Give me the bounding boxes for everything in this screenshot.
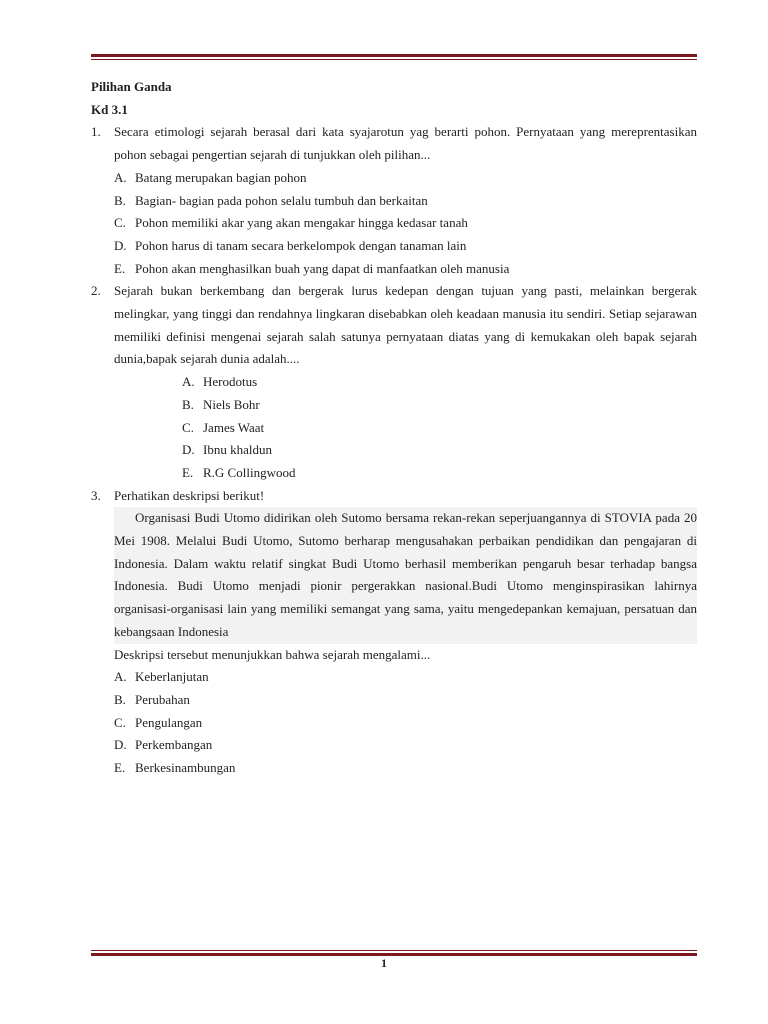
option-letter: A. [182, 374, 195, 390]
option-letter: C. [182, 419, 194, 435]
option-b [114, 689, 697, 712]
option-letter: E. [114, 760, 126, 776]
section-title: Pilihan Ganda [91, 79, 172, 94]
option-text: Niels Bohr [203, 396, 260, 412]
option-text: Pohon akan menghasilkan buah yang dapat di manfaatkan oleh manusia [135, 260, 510, 276]
option-d [182, 439, 697, 462]
page-number: 1 [381, 956, 387, 970]
option-c [182, 417, 697, 440]
option-text: Batang merupakan bagian pohon [135, 169, 307, 185]
question-2 [91, 280, 697, 484]
option-c [114, 712, 697, 735]
option-text: Pohon memiliki akar yang akan mengakar hingga kedasar tanah [135, 215, 468, 231]
option-a [114, 666, 697, 689]
option-b [114, 190, 697, 213]
option-a [182, 371, 697, 394]
option-c [114, 212, 697, 235]
option-letter: B. [182, 396, 194, 412]
option-text: Keberlanjutan [135, 669, 209, 685]
question-text: Secara etimologi sejarah berasal dari kata syajarotun yag berarti pohon. Pernyataan yang mereprentasikan pohon sebagai pengertian sejarah di tunjukkan oleh pilihan... [114, 124, 697, 163]
option-text: Bagian- bagian pada pohon selalu tumbuh dan berkaitan [135, 192, 428, 208]
option-d [114, 235, 697, 258]
description-passage: Organisasi Budi Utomo didirikan oleh Sutomo bersama rekan-rekan seperjuangannya di STOVIA pada 20 Mei 1908. Melalui Budi Utomo, Sutomo berharap mengusahakan perbaikan pendidikan dan pengajaran di Indonesia. Dalam waktu relatif singkat Budi Utomo berhasil memberikan pengaruh besar terhadap bangsa Indonesia. Budi Utomo menjadi pionir pergerakkan nasional.Budi Utomo menginspirasikan lahirnya organisasi-organisasi lain yang memiliki semangat yang sama, yaitu mengedepankan kemajuan, persatuan dan kebangsaan Indonesia [114, 507, 697, 643]
option-e [114, 258, 697, 281]
header-rule [91, 54, 697, 60]
option-text: Pohon harus di tanam secara berkelompok dengan tanaman lain [135, 237, 467, 253]
option-letter: C. [114, 714, 126, 730]
question-text: Sejarah bukan berkembang dan bergerak lurus kedepan dengan tujuan yang pasti, melainkan bergerak melingkar, yang tinggi dan rendahnya lingkaran disebabkan oleh keadaan manusia itu sendiri. Setiap sejarawan memiliki definisi mengenai sejarah salah satunya pernyataan diatas yang di kemukakan oleh bapak sejarah dunia,bapak sejarah dunia adalah.... [114, 283, 697, 367]
option-letter: C. [114, 215, 126, 231]
question-text: Perhatikan deskripsi berikut! [114, 487, 265, 503]
option-letter: D. [114, 737, 127, 753]
option-letter: D. [182, 442, 195, 458]
option-letter: B. [114, 691, 126, 707]
option-text: Perkembangan [135, 737, 213, 753]
option-a [114, 167, 697, 190]
option-letter: E. [114, 260, 126, 276]
option-letter: A. [114, 669, 127, 685]
option-letter: B. [114, 192, 126, 208]
option-d [114, 734, 697, 757]
option-text: Herodotus [203, 374, 258, 390]
question-number: 1. [91, 124, 101, 140]
question-3 [91, 485, 697, 780]
option-text: Pengulangan [135, 714, 203, 730]
option-list [114, 167, 697, 281]
question-1 [91, 121, 697, 280]
option-letter: A. [114, 169, 127, 185]
option-letter: E. [182, 464, 194, 480]
question-prompt: Deskripsi tersebut menunjukkan bahwa sejarah mengalami... [114, 646, 431, 662]
question-number: 2. [91, 283, 101, 299]
kd-label: Kd 3.1 [91, 101, 128, 117]
option-e [114, 757, 697, 780]
option-e [182, 462, 697, 485]
option-list [114, 666, 697, 780]
option-letter: D. [114, 237, 127, 253]
option-text: R.G Collingwood [203, 464, 296, 480]
question-number: 3. [91, 487, 101, 503]
option-text: Perubahan [135, 691, 190, 707]
option-list [182, 371, 697, 485]
option-b [182, 394, 697, 417]
option-text: Berkesinambungan [135, 760, 236, 776]
option-text: James Waat [203, 419, 265, 435]
document-body [91, 76, 697, 780]
option-text: Ibnu khaldun [203, 442, 272, 458]
